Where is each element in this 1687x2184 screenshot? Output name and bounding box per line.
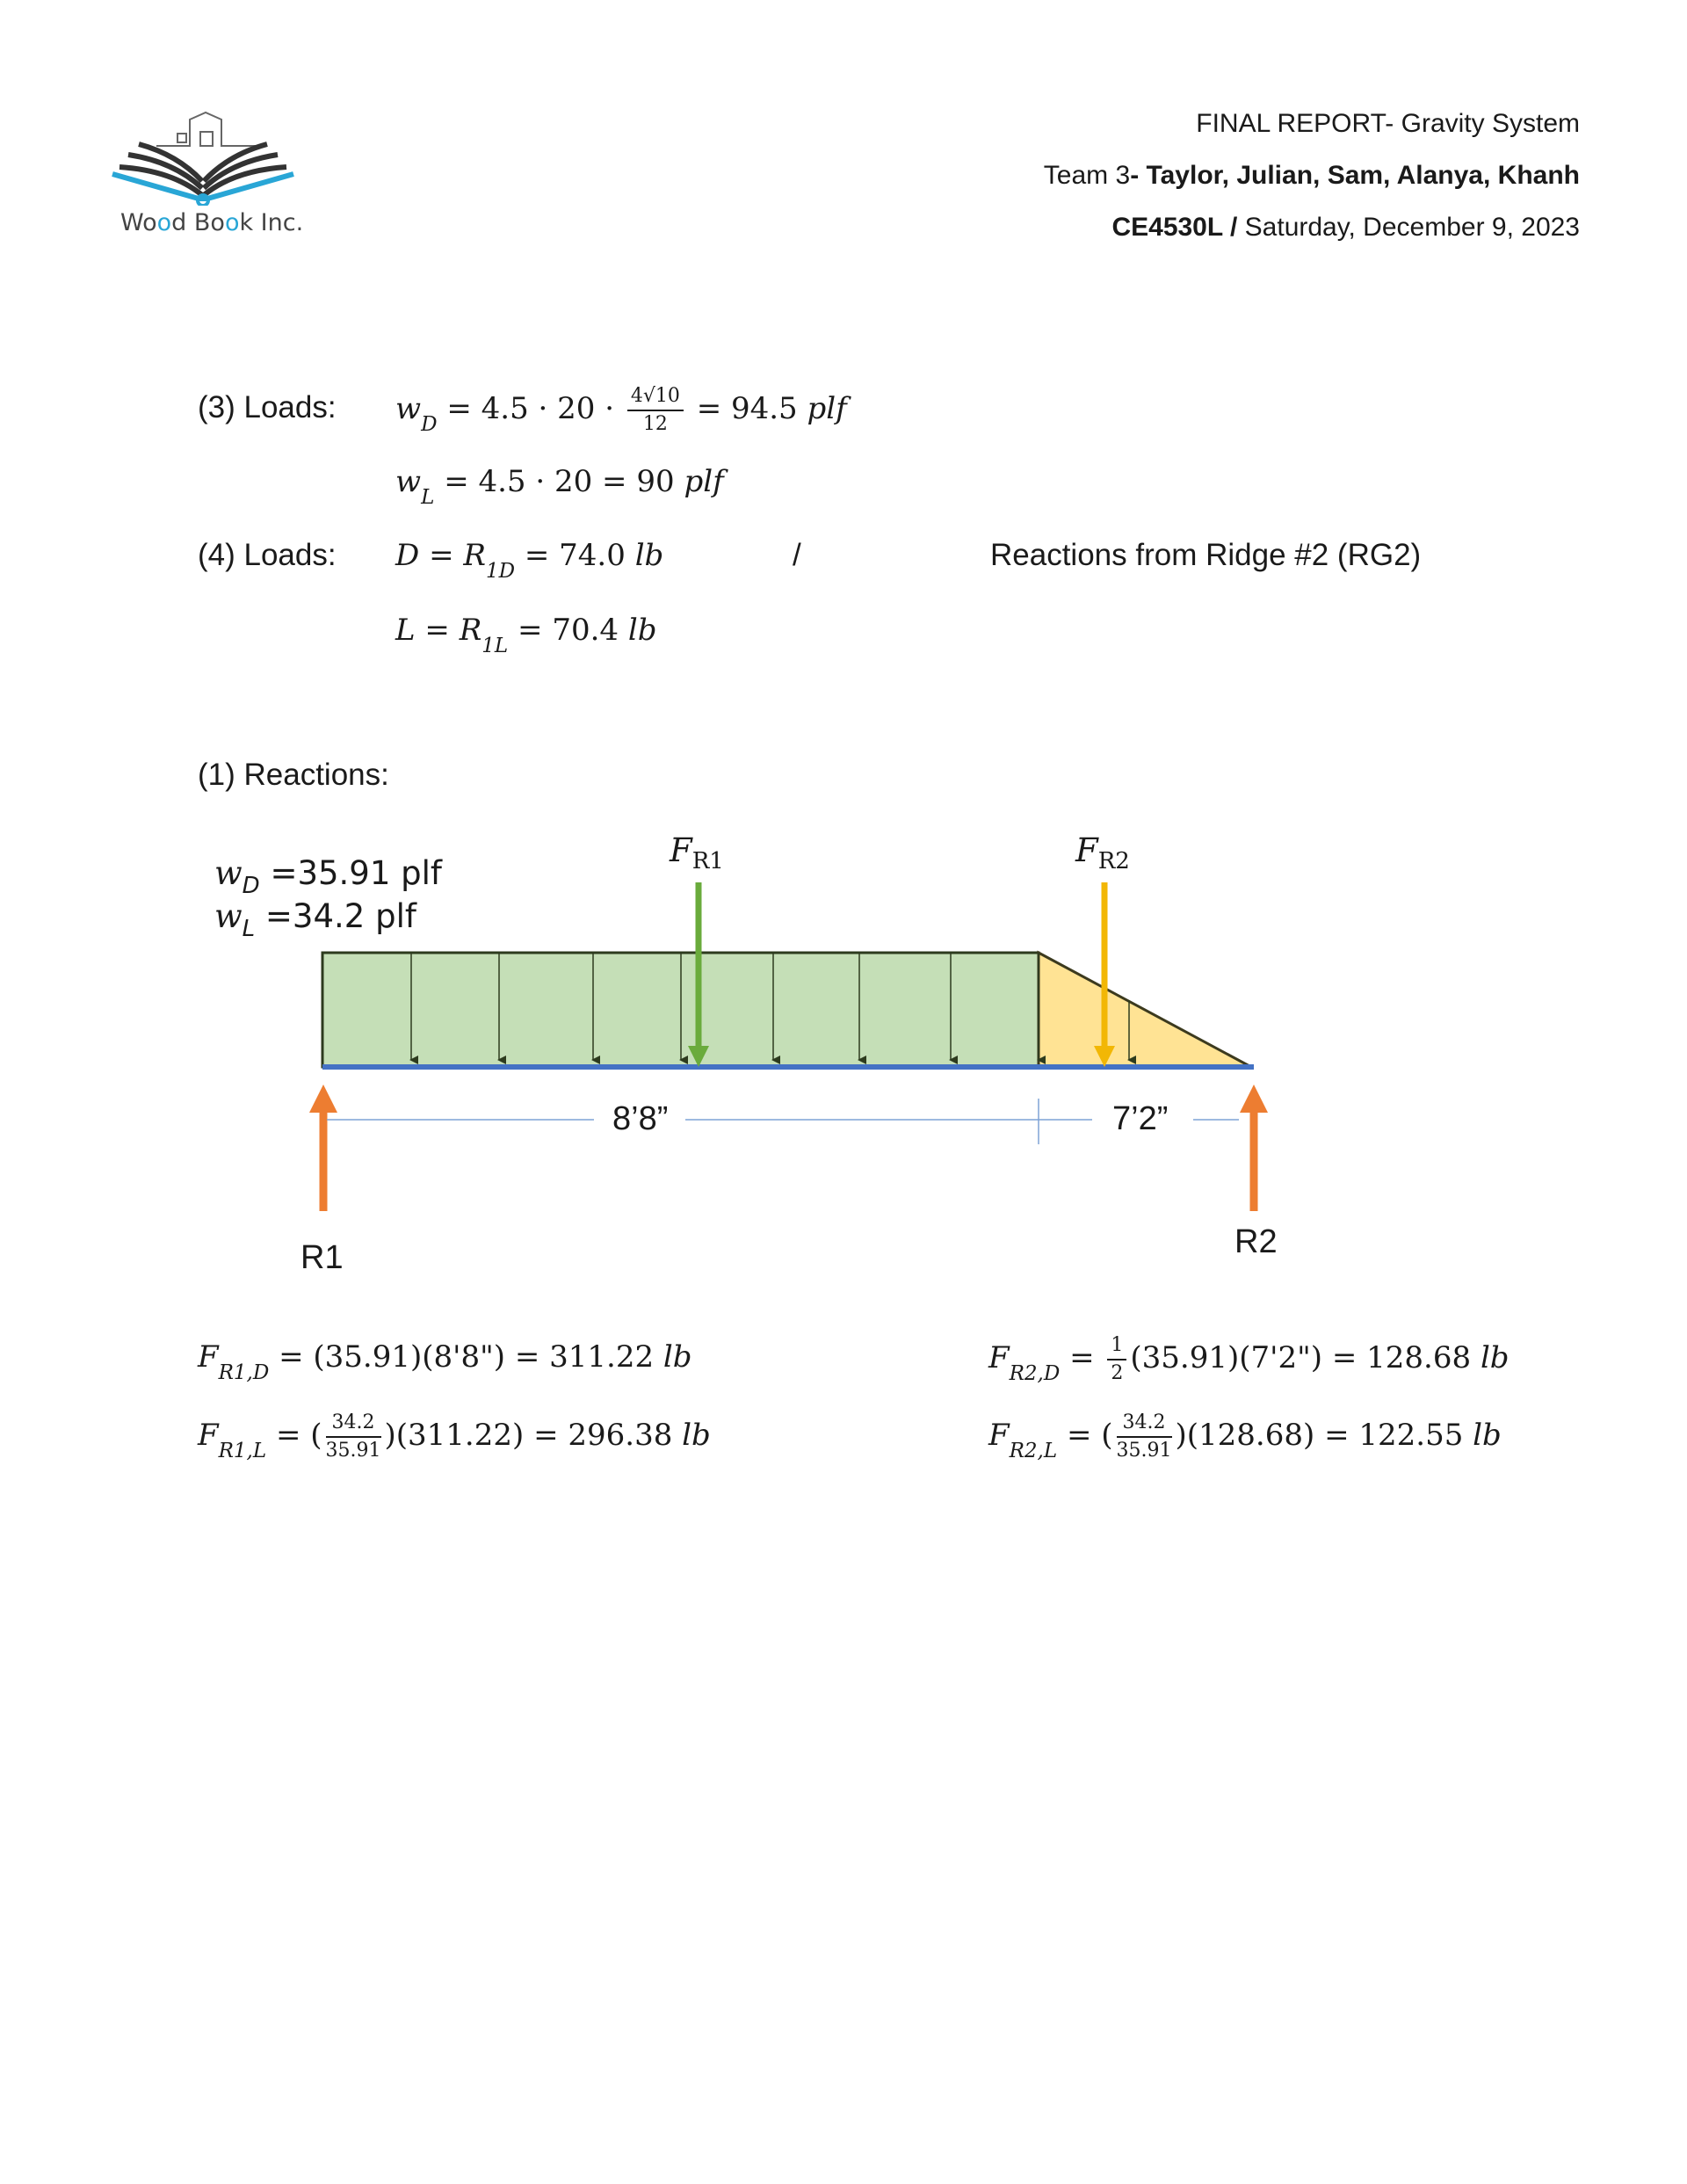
fr2l-equation: $F_{R2,L}$ = ( $\frac{34.2}{35.91}$ )(128.68) = 122.55 lb [988, 1411, 1502, 1462]
r2-reaction-arrow [1240, 1085, 1268, 1211]
wd-equation: $w_D = 4.5 \cdot 20$ · $\frac{4√10}{12}$ = 94.5 plf [395, 385, 847, 436]
dimension-span-2: 7’2” [1112, 1100, 1169, 1137]
d-equation: $D = R_{1D} = 74.0$ lb [395, 538, 664, 583]
fr2d-equation: $F_{R2,D}$ = $\frac{1}{2}$ (35.91)(7'2") = 128.68 lb [988, 1334, 1510, 1385]
fr2l-fraction: $\frac{34.2}{35.91}$ [1116, 1411, 1172, 1462]
reactions-label: (1) Reactions: [198, 758, 389, 792]
diagram-wd-label: $w_D =35.91$ plf [214, 854, 442, 899]
fr1d-equation: $F_{R1,D}$ = (35.91)(8'8") = 311.22 lb [198, 1339, 692, 1384]
diagram-wl-label: $w_L =34.2$ plf [214, 897, 416, 942]
wd-fraction: $\frac{4√10}{12}$ [627, 385, 684, 436]
slash-separator: / [793, 538, 801, 572]
loads3-label: (3) Loads: [198, 390, 337, 424]
fr1l-fraction: $\frac{34.2}{35.91}$ [325, 1411, 381, 1462]
fr1l-equation: $F_{R1,L}$ = ( $\frac{34.2}{35.91}$ )(311.22) = 296.38 lb [198, 1411, 711, 1462]
dimension-lines [327, 1099, 1239, 1144]
r2-label: R2 [1234, 1223, 1278, 1260]
fr1-label: $F_{R1}$ [670, 831, 724, 874]
fr2-label: $F_{R2}$ [1075, 831, 1130, 874]
fr2d-fraction: $\frac{1}{2}$ [1107, 1334, 1126, 1385]
company-name: Wood Book Inc. [120, 209, 304, 236]
dimension-span-1: 8’8” [612, 1100, 669, 1137]
loads4-label: (4) Loads: [198, 538, 337, 572]
reactions-note: Reactions from Ridge #2 (RG2) [990, 538, 1422, 572]
r1-reaction-arrow [309, 1085, 337, 1211]
wl-equation: $w_L = 4.5 \cdot 20 = 90$ plf [395, 464, 724, 509]
course-date-line: CE4530L / Saturday, December 9, 2023 [1111, 213, 1580, 242]
l-equation: $L = R_{1L} = 70.4$ lb [395, 613, 657, 657]
triangular-load-region [1039, 953, 1251, 1067]
report-title: FINAL REPORT- Gravity System [1196, 109, 1580, 138]
r1-label: R1 [300, 1239, 344, 1276]
team-line: Team 3- Taylor, Julian, Sam, Alanya, Khanh [1043, 161, 1580, 190]
